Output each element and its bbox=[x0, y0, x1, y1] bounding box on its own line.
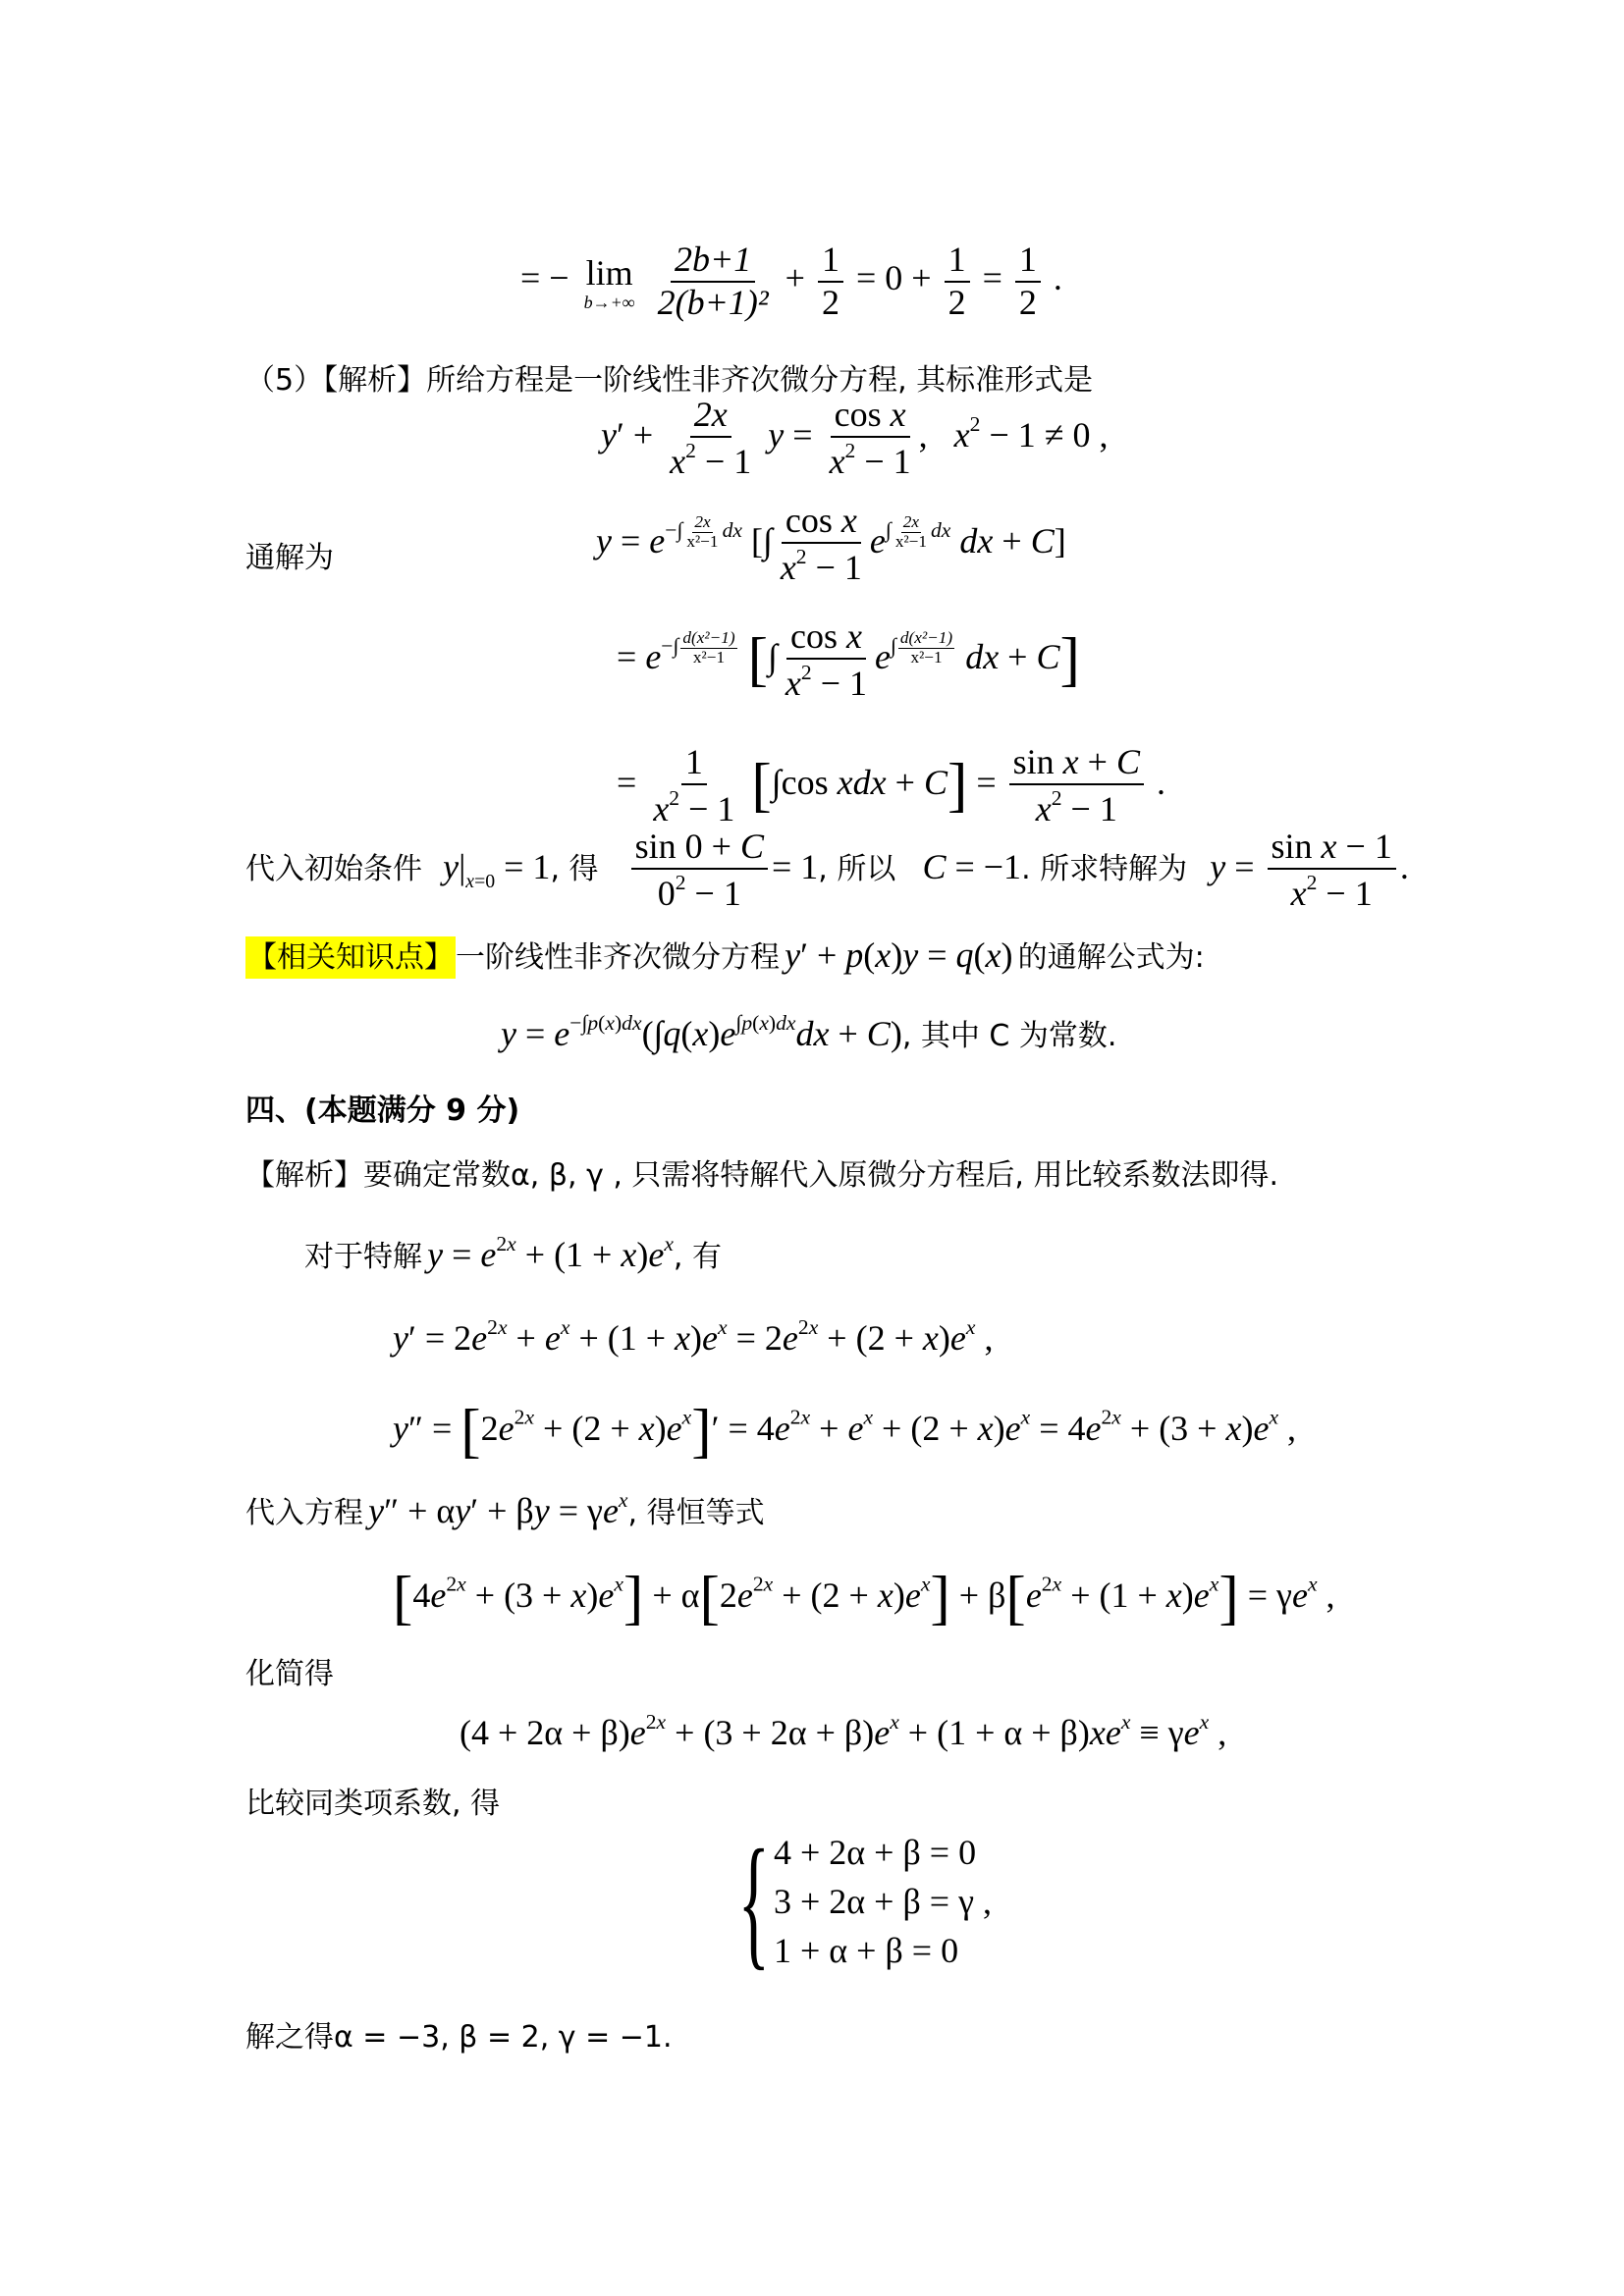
knowledge-text: 一阶线性非齐次微分方程 bbox=[456, 940, 780, 975]
particular-label: 对于特解 bbox=[304, 1240, 422, 1275]
general-solution-line1: $y = e^{-\int \frac{2x}{\text{x²−1}} dx}$ [∫ $\frac{\text{cos x}}{x^2 - 1}$ $e^{\int \frac{2x}{\text{x²−1}} dx}$ dx + C] bbox=[596, 501, 1066, 587]
coefficient-system: { 4 + 2α + β = 0 3 + 2α + β = γ , 1 + α + β = 0 bbox=[737, 1820, 992, 1983]
compare-label: 比较同类项系数, 得 bbox=[245, 1787, 501, 1821]
system-row: 4 + 2α + β = 0 bbox=[774, 1833, 977, 1872]
simplified-equation: $(4 + 2\alpha + \beta)e^{2x} + (3 + 2\alpha + \beta)e^x + (1 + \alpha + \beta)xe^x \equiv \gamma e^x$ , bbox=[460, 1710, 1227, 1753]
general-solution-label: 通解为 bbox=[245, 541, 334, 575]
first-derivative: $y' = 2e^{2x} + e^x + (1 + x)e^x = 2e^{2x} + (2 + x)e^x$ , bbox=[393, 1315, 994, 1359]
knowledge-suffix: 的通解公式为: bbox=[1017, 940, 1205, 975]
limit-fraction bbox=[654, 241, 773, 322]
section4-heading: 四、(本题满分 9 分) bbox=[245, 1094, 520, 1128]
particular-solution-line: 对于特解 $y = e^{2x} + (1 + x)e^x$, 有 bbox=[304, 1232, 722, 1275]
initial-condition-line: 代入初始条件 $y|_{x=0} = 1$, 得 $\frac{\sin 0 + C}{0^2 - 1}$ = 1, 所以 C = −1. 所求特解为 y = $\frac{\text{sin x − 1}}{x^2 - 1}$ . bbox=[245, 827, 1409, 913]
knowledge-tag: 【相关知识点】 bbox=[245, 936, 456, 979]
substitution-line: 代入方程 $y'' + \alpha y' + \beta y = \gamma e^x$, 得恒等式 bbox=[245, 1488, 765, 1531]
limit-num: 2b+1 bbox=[671, 241, 755, 283]
simplify-label: 化简得 bbox=[245, 1657, 334, 1691]
init-so: , 所以 bbox=[818, 852, 896, 887]
general-solution-line3: = $\frac{1}{x^2 - 1}$ [∫cos xdx + C] = $\frac{\text{sin x + C}}{x^2 - 1}$ . bbox=[617, 742, 1165, 828]
init-prefix: 代入初始条件 bbox=[245, 852, 422, 887]
particular-suffix: , 有 bbox=[673, 1240, 722, 1275]
identity-equation: $[4e^{2x} + (3 + x)e^x] + \alpha[2e^{2x} + (2 + x)e^x] + \beta[e^{2x} + (1 + x)e^x] = \gamma e^x$ , bbox=[393, 1565, 1335, 1631]
second-derivative: $y'' = [2e^{2x} + (2 + x)e^x]' = 4e^{2x} + e^x + (2 + x)e^x = 4e^{2x} + (3 + x)e^x$ , bbox=[393, 1398, 1297, 1465]
system-row: 3 + 2α + β = γ , bbox=[774, 1882, 992, 1921]
system-row: 1 + α + β = 0 bbox=[774, 1931, 959, 1970]
limit-operator: lim b→+∞ bbox=[583, 252, 635, 312]
knowledge-formula-note: , 其中 C 为常数. bbox=[901, 1019, 1117, 1054]
p5-heading: （5）【解析】所给方程是一阶线性非齐次微分方程, 其标准形式是 bbox=[245, 363, 1094, 398]
limit-den: 2(b+1)² bbox=[657, 282, 769, 322]
limit-equation: = − lim b→+∞ $\frac{2b+1}{\text{2(b+1)²}}$ + $\frac{1}{2}$ = 0 + $\frac{1}{2}$ = $\frac{1}{2}$ . bbox=[520, 240, 1062, 322]
limit-under: b→+∞ bbox=[583, 292, 635, 312]
sub-suffix: , 得恒等式 bbox=[627, 1496, 765, 1531]
general-solution-line2: = $e^{-\int \frac{\text{d(x²−1)}}{\text{x²−1}}}$ [∫ $\frac{\text{cos x}}{x^2 - 1}$ $e^{\int \frac{\text{d(x²−1)}}{\text{x²−1}}}$ dx + C] bbox=[617, 616, 1080, 703]
solution-line: 解之得α = −3, β = 2, γ = −1. bbox=[245, 2020, 673, 2055]
knowledge-point-line: 【相关知识点】一阶线性非齐次微分方程 y′ + p(x)y = q(x) 的通解公式为: bbox=[245, 933, 1205, 976]
standard-form-equation: y′ + $\frac{2x}{x^2 - 1}$ y = $\frac{\text{cos x}}{x^2 - 1}$ , $x^2 - 1 \ne 0$ , bbox=[601, 395, 1109, 481]
sub-label: 代入方程 bbox=[245, 1496, 363, 1531]
knowledge-formula-line: $y = e^{-\int p(x)dx}(\int q(x)e^{\int p(x)dx}dx + C)$, 其中 C 为常数. bbox=[501, 1011, 1117, 1054]
init-de: , 得 bbox=[550, 852, 599, 887]
init-result-label: . 所求特解为 bbox=[1021, 852, 1188, 887]
section4-intro: 【解析】要确定常数α, β, γ , 只需将特解代入原微分方程后, 用比较系数法即得. bbox=[245, 1158, 1279, 1193]
